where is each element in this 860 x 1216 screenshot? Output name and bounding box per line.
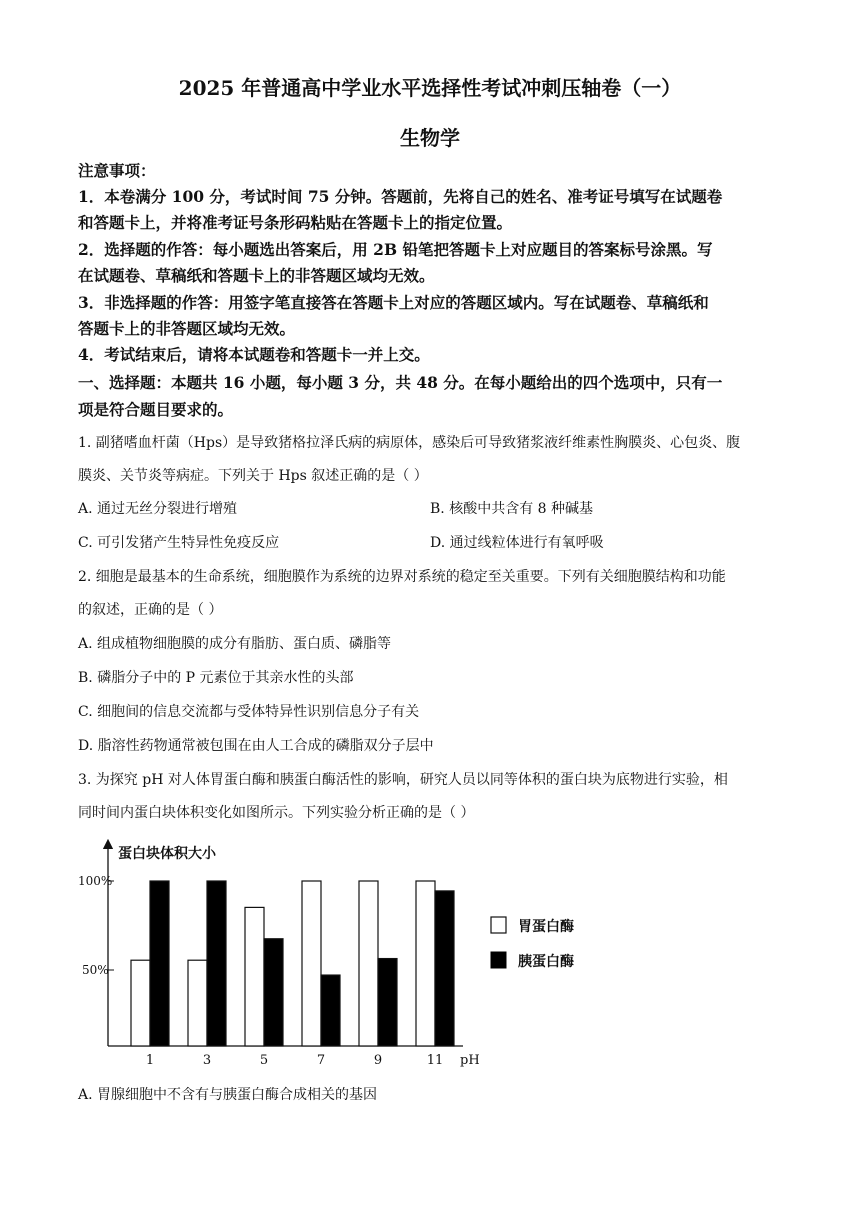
- question-1-stem: 1. 副猪嗜血杆菌（Hps）是导致猪格拉泽氏病的病原体，感染后可导致猪浆液纤维素性胸膜炎、心包炎、腹: [78, 435, 741, 451]
- enzyme-bar-chart: [78, 838, 618, 1070]
- y-tick-label: 50%: [82, 963, 109, 977]
- x-tick-label: 5: [259, 1053, 269, 1068]
- x-tick-label: 1: [145, 1053, 155, 1068]
- notes-line: 答题卡上的非答题区域均无效。: [78, 319, 296, 338]
- q2-option-a: A. 组成植物细胞膜的成分有脂肪、蛋白质、磷脂等: [78, 636, 392, 652]
- legend-label-pepsin: 胃蛋白酶: [518, 919, 574, 935]
- bar-pepsin-ph-7: [302, 881, 321, 1046]
- q2-option-b: B. 磷脂分子中的 P 元素位于其亲水性的头部: [78, 670, 354, 686]
- q2-option-c: C. 细胞间的信息交流都与受体特异性识别信息分子有关: [78, 704, 420, 720]
- bar-pepsin-ph-5: [245, 907, 264, 1046]
- question-3-stem: 同时间内蛋白块体积变化如图所示。下列实验分析正确的是（ ）: [78, 805, 475, 821]
- bar-trypsin-ph-11: [435, 891, 454, 1046]
- bar-trypsin-ph-1: [150, 881, 169, 1046]
- x-tick-label: 3: [202, 1053, 212, 1068]
- notes-line: 3．非选择题的作答：用签字笔直接答在答题卡上对应的答题区域内。写在试题卷、草稿纸和: [78, 293, 709, 312]
- exam-title: 2025 年普通高中学业水平选择性考试冲刺压轴卷（一）: [178, 76, 682, 100]
- notes-heading: 注意事项：: [78, 161, 156, 180]
- q1-option-d: D. 通过线粒体进行有氧呼吸: [430, 535, 604, 551]
- bar-pepsin-ph-9: [359, 881, 378, 1046]
- question-3-stem: 3. 为探究 pH 对人体胃蛋白酶和胰蛋白酶活性的影响，研究人员以同等体积的蛋白块为底物进行实验，相: [78, 772, 728, 788]
- x-tick-label: 7: [316, 1053, 326, 1068]
- notes-line: 在试题卷、草稿纸和答题卡上的非答题区域均无效。: [78, 266, 435, 285]
- legend-label-trypsin: 胰蛋白酶: [518, 954, 574, 970]
- x-tick-label: 9: [373, 1053, 383, 1068]
- y-tick-label: 100%: [78, 874, 113, 888]
- q1-option-c: C. 可引发猪产生特异性免疫反应: [78, 535, 280, 551]
- q2-option-d: D. 脂溶性药物通常被包围在由人工合成的磷脂双分子层中: [78, 738, 434, 754]
- q3-option-a: A. 胃腺细胞中不含有与胰蛋白酶合成相关的基因: [78, 1087, 378, 1103]
- question-2-stem: 2. 细胞是最基本的生命系统，细胞膜作为系统的边界对系统的稳定至关重要。下列有关细胞膜结构和功能: [78, 569, 726, 585]
- section-heading: 项是符合题目要求的。: [78, 400, 234, 419]
- notes-line: 4．考试结束后，请将本试题卷和答题卡一并上交。: [78, 345, 430, 364]
- bar-trypsin-ph-7: [321, 975, 340, 1046]
- y-axis-label: 蛋白块体积大小: [118, 846, 216, 862]
- notes-line: 1．本卷满分 100 分，考试时间 75 分钟。答题前，先将自己的姓名、准考证号填写在试题卷: [78, 187, 723, 206]
- q1-option-a: A. 通过无丝分裂进行增殖: [78, 501, 238, 517]
- bar-trypsin-ph-3: [207, 881, 226, 1046]
- legend-swatch-trypsin: [491, 952, 506, 968]
- bar-pepsin-ph-11: [416, 881, 435, 1046]
- question-2-stem: 的叙述，正确的是（ ）: [78, 602, 223, 618]
- question-1-stem: 膜炎、关节炎等病症。下列关于 Hps 叙述正确的是（ ）: [78, 468, 428, 484]
- bar-pepsin-ph-3: [188, 960, 207, 1046]
- q1-option-b: B. 核酸中共含有 8 种碱基: [430, 501, 593, 517]
- notes-line: 和答题卡上，并将准考证号条形码粘贴在答题卡上的指定位置。: [78, 213, 513, 232]
- section-heading: 一、选择题：本题共 16 小题，每小题 3 分，共 48 分。在每小题给出的四个选项中，只有一: [78, 373, 723, 392]
- subject-title: 生物学: [400, 126, 460, 150]
- legend-swatch-pepsin: [491, 917, 506, 933]
- bar-pepsin-ph-1: [131, 960, 150, 1046]
- x-tick-label: 11: [426, 1053, 444, 1068]
- notes-line: 2．选择题的作答：每小题选出答案后，用 2B 铅笔把答题卡上对应题目的答案标号涂黑。写: [78, 240, 713, 259]
- x-axis-label: pH: [460, 1053, 480, 1068]
- bar-trypsin-ph-5: [264, 939, 283, 1046]
- bar-trypsin-ph-9: [378, 959, 397, 1046]
